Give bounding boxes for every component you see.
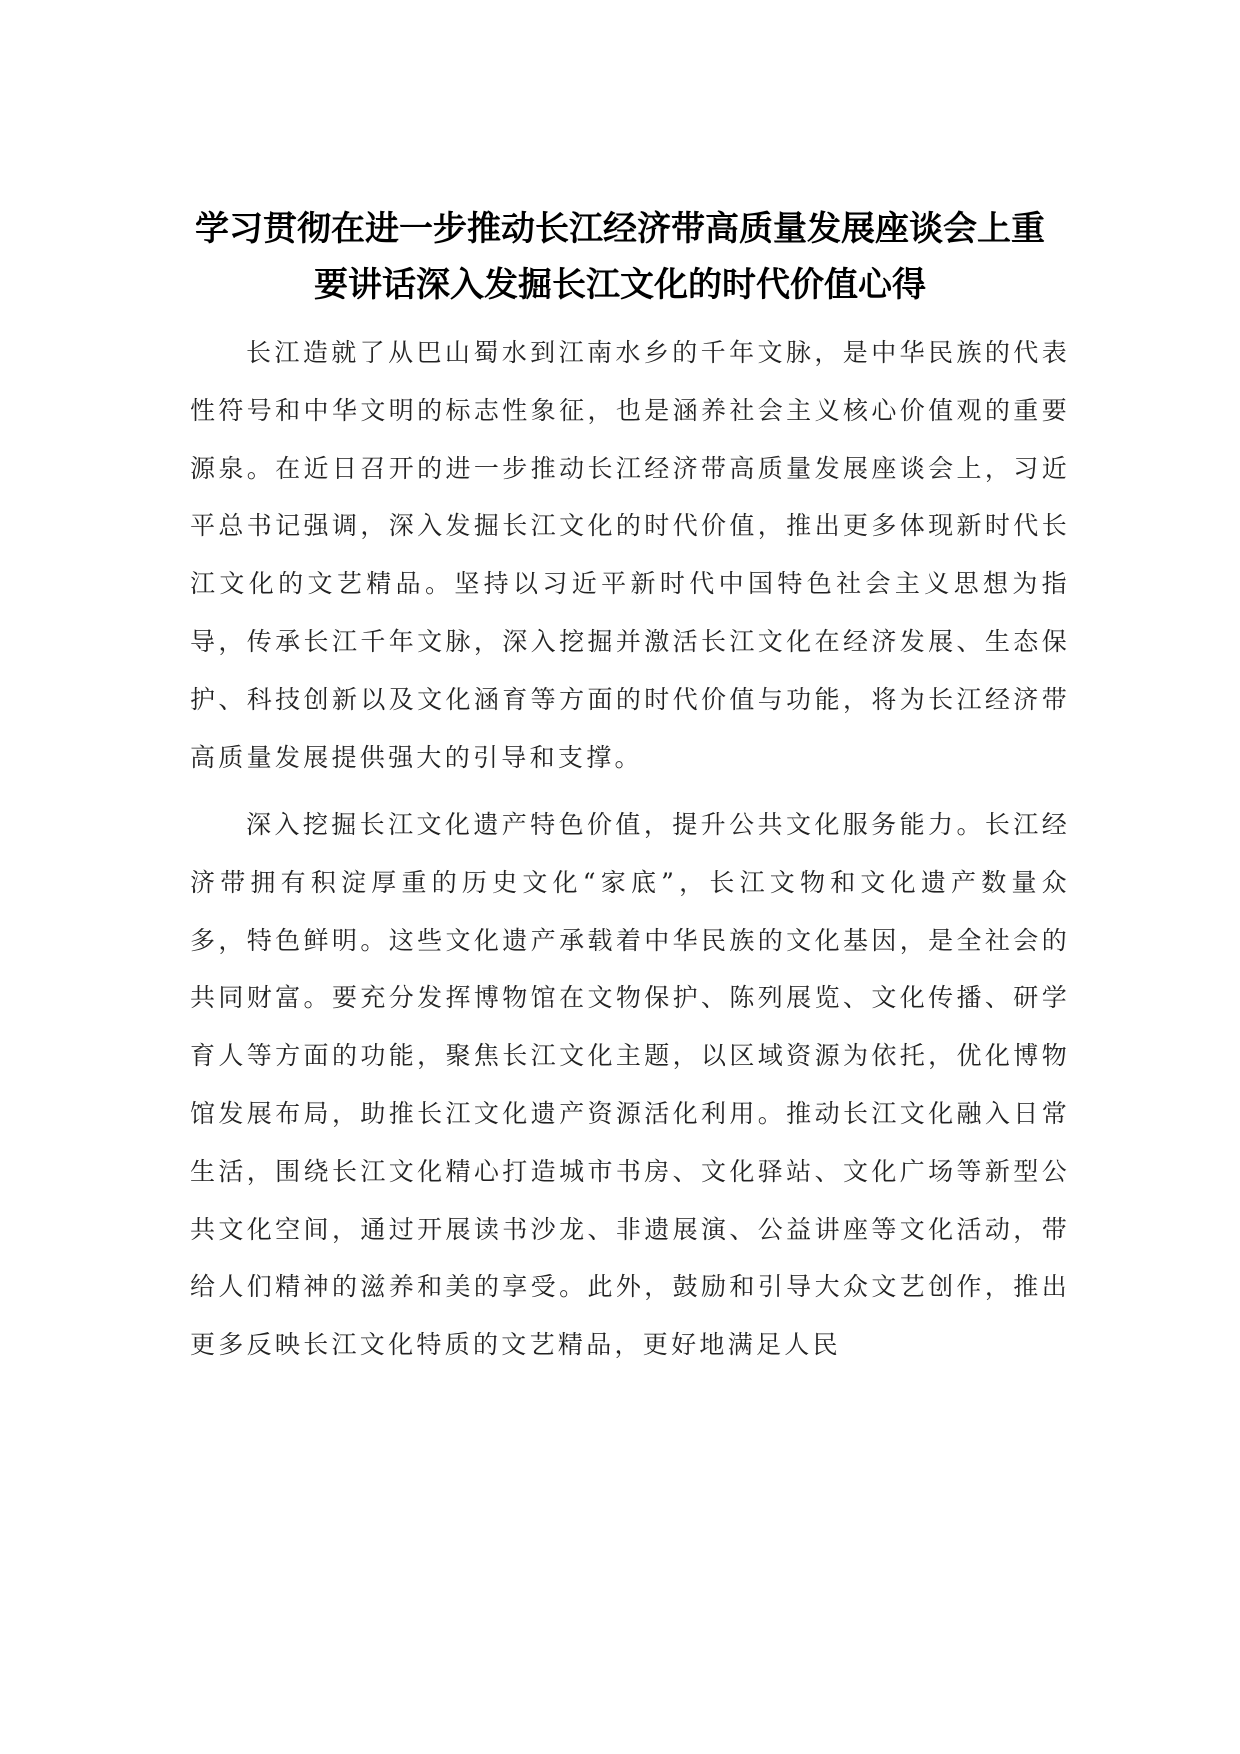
document-title — [190, 201, 1050, 313]
body-paragraph-1: 长江造就了从巴山蜀水到江南水乡的千年文脉，是中华民族的代表性符号和中华文明的标志性象征，也是涵养社会主义核心价值观的重要源泉。在近日召开的进一步推动长江经济带高质量发展座谈会上，习近平总书记强调，深入发掘长江文化的时代价值，推出更多体现新时代长江文化的文艺精品。坚持以习近平新时代中国特色社会主义思想为指导，传承长江千年文脉，深入挖掘并激活长江文化在经济发展、生态保护、科技创新以及文化涵育等方面的时代价值与功能，将为长江经济带高质量发展提供强大的引导和支撑。 — [190, 338, 1070, 772]
title-line-2: 要讲话深入发掘长江文化的时代价值心得 — [314, 264, 926, 305]
body-paragraph-2: 深入挖掘长江文化遗产特色价值，提升公共文化服务能力。长江经济带拥有积淀厚重的历史文化“家底”，长江文物和文化遗产数量众多，特色鲜明。这些文化遗产承载着中华民族的文化基因，是全社会的共同财富。要充分发挥博物馆在文物保护、陈列展览、文化传播、研学育人等方面的功能，聚焦长江文化主题，以区域资源为依托，优化博物馆发展布局，助推长江文化遗产资源活化利用。推动长江文化融入日常生活，围绕长江文化精心打造城市书房、文化驿站、文化广场等新型公共文化空间，通过开展读书沙龙、非遗展演、公益讲座等文化活动，带给人们精神的滋养和美的享受。此外，鼓励和引导大众文艺创作，推出更多反映长江文化特质的文艺精品，更好地满足人民 — [190, 810, 1070, 1360]
title-line-1: 学习贯彻在进一步推动长江经济带高质量发展座谈会上重 — [195, 208, 1045, 249]
